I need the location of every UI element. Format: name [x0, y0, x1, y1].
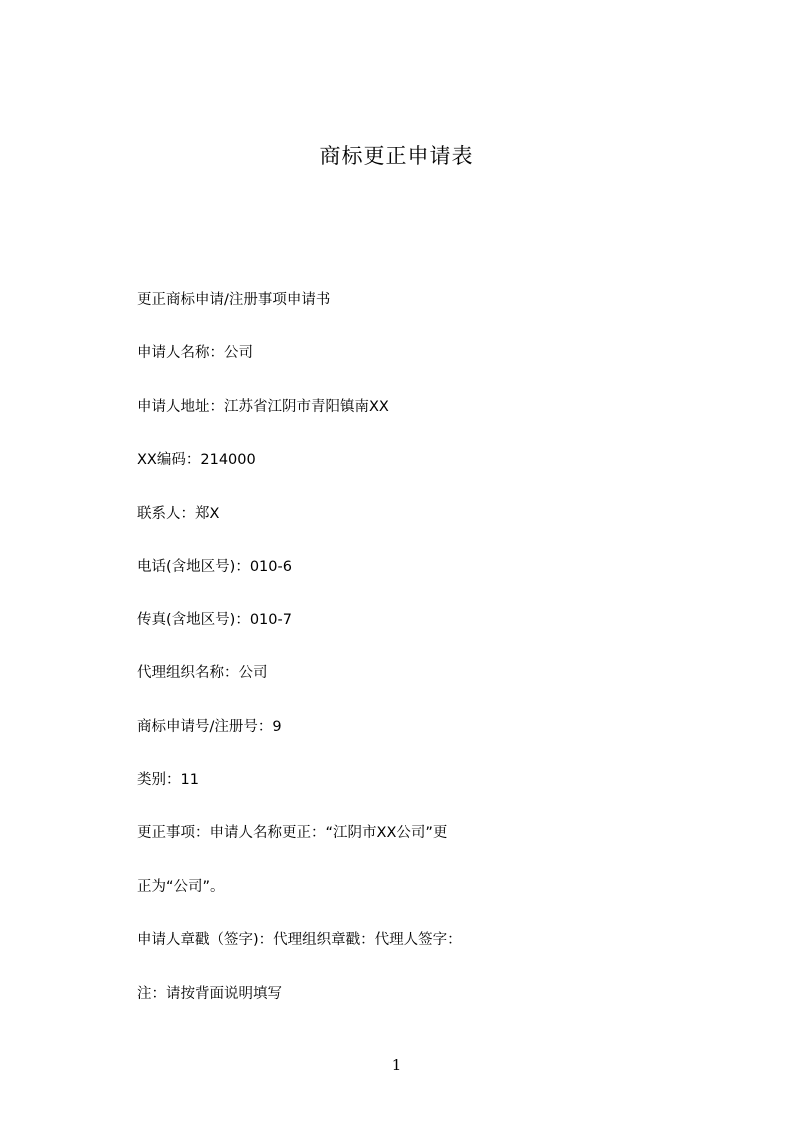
- document-title: 商标更正申请表: [319, 144, 474, 168]
- line-note: 注：请按背面说明填写: [137, 986, 282, 1002]
- line-correction-item: 更正事项：申请人名称更正：“江阴市XX公司”更: [137, 825, 448, 841]
- line-applicant-address: 申请人地址：江苏省江阴市青阳镇南XX: [137, 399, 389, 415]
- line-fax: 传真(含地区号)：010-7: [137, 612, 292, 628]
- line-application-heading: 更正商标申请/注册事项申请书: [137, 292, 331, 308]
- line-class: 类别：11: [137, 772, 199, 788]
- page-number: 1: [391, 1056, 402, 1074]
- line-trademark-number: 商标申请号/注册号：9: [137, 719, 282, 735]
- line-applicant-name: 申请人名称：公司: [137, 345, 253, 361]
- line-agency-name: 代理组织名称：公司: [137, 665, 268, 681]
- line-correction-item-continued: 正为“公司”。: [137, 879, 225, 895]
- line-signatures: 申请人章戳（签字)：代理组织章戳：代理人签字：: [137, 932, 462, 948]
- line-phone: 电话(含地区号)：010-6: [137, 559, 292, 575]
- line-contact-person: 联系人：郑X: [137, 506, 220, 522]
- line-postal-code: XX编码：214000: [137, 452, 256, 468]
